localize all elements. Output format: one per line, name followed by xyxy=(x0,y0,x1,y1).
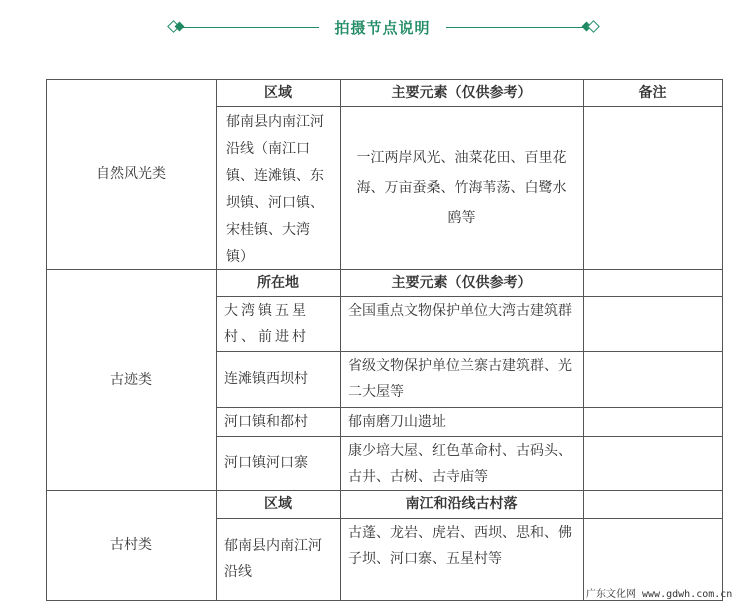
relic-place-2 xyxy=(216,351,341,408)
right-outline-diamond-icon xyxy=(587,20,600,33)
relic-elements-4-text: 康少培大屋、红色革命村、古码头、古井、古树、古寺庙等 xyxy=(348,443,572,485)
relic-elements-2 xyxy=(340,351,584,408)
villages-elements xyxy=(340,518,584,601)
relics-header-note xyxy=(583,269,723,297)
relic-note-3 xyxy=(583,407,723,437)
header-region-villages: 区域 xyxy=(216,490,341,519)
category-villages: 古村类 xyxy=(46,490,217,601)
header-main-elements-relics: 主要元素（仅供参考） xyxy=(340,269,584,297)
header-notes: 备注 xyxy=(583,79,723,107)
category-nature: 自然风光类 xyxy=(46,79,217,270)
header-villages: 南江和沿线古村落 xyxy=(340,490,584,519)
relic-note-2 xyxy=(583,351,723,408)
relic-elements-2-text: 省级文物保护单位兰寨古建筑群、光二大屋等 xyxy=(348,358,572,400)
nature-region xyxy=(216,106,341,270)
header-location: 所在地 xyxy=(216,269,341,297)
relic-place-2-text: 连滩镇西坝村 xyxy=(224,371,308,387)
relic-place-4-text: 河口镇河口寨 xyxy=(224,455,308,471)
relic-place-3 xyxy=(216,407,341,437)
relic-elements-1 xyxy=(340,296,584,352)
nature-note xyxy=(583,106,723,270)
relic-place-1-text: 大湾镇五星村、前进村 xyxy=(224,303,309,345)
nature-elements xyxy=(340,106,584,270)
nature-elements-text: 一江两岸风光、油菜花田、百里花海、万亩蚕桑、竹海苇荡、白鹭水鸥等 xyxy=(356,149,567,226)
villages-region xyxy=(216,518,341,601)
villages-elements-text: 古蓬、龙岩、虎岩、西坝、思和、佛子坝、河口寨、五星村等 xyxy=(348,525,572,567)
header-main-elements: 主要元素（仅供参考） xyxy=(340,79,584,107)
relic-place-4 xyxy=(216,436,341,491)
villages-header-note xyxy=(583,490,723,519)
header-region: 区域 xyxy=(216,79,341,107)
watermark: 广东文化网 www.gdwh.com.cn xyxy=(586,589,733,600)
page-title: 拍摄节点说明 xyxy=(334,19,431,37)
relic-elements-4 xyxy=(340,436,584,491)
relic-elements-3-text: 郁南磨刀山遗址 xyxy=(348,414,446,430)
relic-elements-3 xyxy=(340,407,584,437)
relic-note-4 xyxy=(583,436,723,491)
category-relics: 古迹类 xyxy=(46,269,217,491)
title-bar xyxy=(0,0,742,56)
title-left-line xyxy=(181,27,319,28)
nature-region-text: 郁南县内南江河沿线（南江口镇、连滩镇、东坝镇、河口镇、宋桂镇、大湾镇） xyxy=(226,114,324,265)
relic-note-1 xyxy=(583,296,723,352)
relic-place-1 xyxy=(216,296,341,352)
relic-place-3-text: 河口镇和都村 xyxy=(224,414,308,430)
villages-region-text: 郁南县内南江河沿线 xyxy=(224,538,322,580)
relic-elements-1-text: 全国重点文物保护单位大湾古建筑群 xyxy=(348,303,572,319)
title-right-line xyxy=(446,27,583,28)
